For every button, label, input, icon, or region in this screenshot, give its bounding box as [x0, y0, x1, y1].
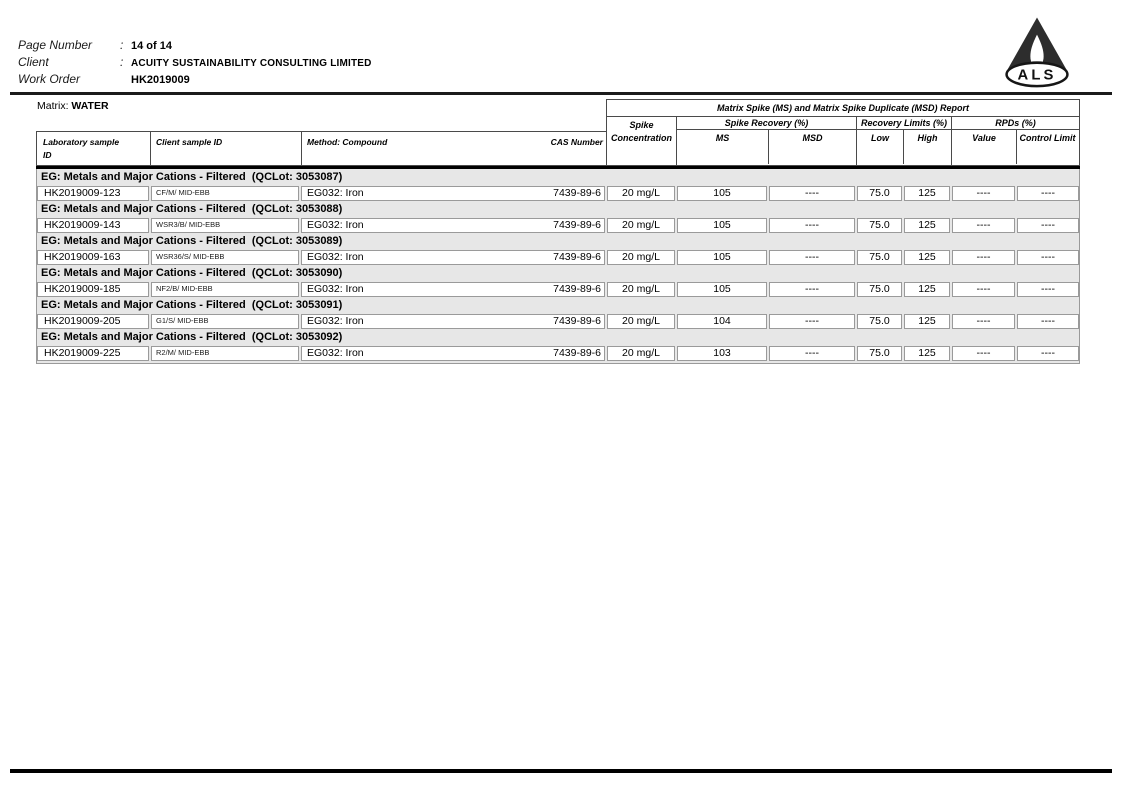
als-logo-icon — [998, 13, 1076, 89]
column-ms: MS — [677, 130, 769, 164]
high-limit-cell: 125 — [904, 346, 950, 361]
qc-results-table — [36, 169, 1080, 364]
column-method-compound — [302, 132, 606, 165]
method-compound-value: EG032: Iron — [307, 187, 364, 199]
column-group-recovery-limits — [857, 117, 952, 165]
client-sample-id-cell: CF/M/ MID-EBB — [151, 186, 299, 201]
client-sample-id-cell: G1/S/ MID-EBB — [151, 314, 299, 329]
client-value: ACUITY SUSTAINABILITY CONSULTING LIMITED — [131, 58, 372, 69]
cas-number-value: 7439-89-6 — [553, 251, 601, 263]
spike-recovery-subcolumns — [677, 130, 856, 164]
ms-recovery-cell: 105 — [677, 218, 767, 233]
method-compound-value: EG032: Iron — [307, 219, 364, 231]
matrix-value: WATER — [71, 100, 109, 112]
method-compound-cell — [301, 218, 605, 233]
low-limit-cell: 75.0 — [857, 314, 902, 329]
column-client-sample-id: Client sample ID — [151, 132, 302, 165]
low-limit-cell: 75.0 — [857, 186, 902, 201]
client-colon: : — [120, 55, 124, 69]
lab-sample-id-cell: HK2019009-205 — [37, 314, 149, 329]
column-group-spike-recovery — [677, 117, 857, 165]
qclot-group-header: EG: Metals and Major Cations - Filtered (QCLot: 3053090) — [41, 267, 343, 279]
cas-number-value: 7439-89-6 — [553, 283, 601, 295]
msd-recovery-cell: ---- — [769, 218, 855, 233]
page-number-row — [18, 38, 372, 55]
method-compound-header: Method: Compound — [307, 137, 388, 147]
spike-concentration-cell: 20 mg/L — [607, 218, 675, 233]
method-compound-value: EG032: Iron — [307, 315, 364, 327]
qclot-group-header: EG: Metals and Major Cations - Filtered (QCLot: 3053092) — [41, 331, 343, 343]
msd-recovery-cell: ---- — [769, 282, 855, 297]
lab-sample-id-cell: HK2019009-143 — [37, 218, 149, 233]
table-row — [37, 218, 1079, 233]
matrix-line — [37, 100, 109, 112]
qclot-group-header: EG: Metals and Major Cations - Filtered (QCLot: 3053088) — [41, 203, 343, 215]
ms-recovery-cell: 105 — [677, 186, 767, 201]
low-limit-cell: 75.0 — [857, 250, 902, 265]
report-title: Matrix Spike (MS) and Matrix Spike Duplicate (MSD) Report — [607, 100, 1079, 117]
page-footer-line — [10, 769, 1112, 773]
msd-recovery-cell: ---- — [769, 346, 855, 361]
table-row — [37, 186, 1079, 201]
rpd-value-cell: ---- — [952, 218, 1015, 233]
rpd-value-cell: ---- — [952, 250, 1015, 265]
qclot-group-header: EG: Metals and Major Cations - Filtered (QCLot: 3053089) — [41, 235, 343, 247]
lab-sample-id-cell: HK2019009-163 — [37, 250, 149, 265]
rpd-control-limit-cell: ---- — [1017, 314, 1079, 329]
spike-concentration-line1: Spike — [629, 120, 654, 130]
recovery-limits-subcolumns — [857, 130, 951, 164]
method-compound-value: EG032: Iron — [307, 283, 364, 295]
lab-id-header-line2: ID — [43, 150, 52, 160]
method-compound-cell — [301, 186, 605, 201]
table-row — [37, 314, 1079, 329]
msd-recovery-cell: ---- — [769, 186, 855, 201]
document-header — [18, 38, 372, 89]
ms-msd-report-header — [606, 99, 1080, 166]
report-header-columns — [607, 117, 1079, 165]
column-group-rpds — [952, 117, 1079, 165]
rpd-value-cell: ---- — [952, 346, 1015, 361]
column-control-limit: Control Limit — [1019, 133, 1076, 143]
recovery-limits-header: Recovery Limits (%) — [857, 117, 951, 130]
method-compound-cell — [301, 282, 605, 297]
logo-text: ALS — [1017, 67, 1057, 84]
column-high: High — [917, 133, 938, 143]
ms-recovery-cell: 103 — [677, 346, 767, 361]
method-compound-cell — [301, 250, 605, 265]
table-row — [37, 346, 1079, 361]
rpd-value-cell: ---- — [952, 282, 1015, 297]
high-limit-cell: 125 — [904, 218, 950, 233]
cas-number-value: 7439-89-6 — [553, 315, 601, 327]
header-divider-line — [10, 92, 1112, 95]
client-sample-id-cell: WSR36/S/ MID-EBB — [151, 250, 299, 265]
low-limit-cell: 75.0 — [857, 282, 902, 297]
rpd-control-limit-cell: ---- — [1017, 346, 1079, 361]
lab-sample-id-cell: HK2019009-225 — [37, 346, 149, 361]
rpd-control-limit-cell: ---- — [1017, 250, 1079, 265]
work-order-value: HK2019009 — [131, 74, 190, 86]
qclot-group-header: EG: Metals and Major Cations - Filtered (QCLot: 3053087) — [41, 171, 343, 183]
rpds-header: RPDs (%) — [952, 117, 1079, 130]
method-compound-value: EG032: Iron — [307, 251, 364, 263]
column-low: Low — [857, 130, 904, 164]
rpd-control-limit-cell: ---- — [1017, 282, 1079, 297]
ms-recovery-cell: 105 — [677, 282, 767, 297]
client-label: Client — [18, 55, 49, 69]
column-laboratory-sample-id — [37, 132, 151, 165]
low-limit-cell: 75.0 — [857, 346, 902, 361]
rpd-control-limit-cell: ---- — [1017, 218, 1079, 233]
cas-number-value: 7439-89-6 — [553, 187, 601, 199]
high-limit-cell: 125 — [904, 282, 950, 297]
column-value: Value — [952, 130, 1017, 164]
rpd-control-limit-cell: ---- — [1017, 186, 1079, 201]
matrix-label: Matrix: — [37, 100, 69, 112]
ms-recovery-cell: 104 — [677, 314, 767, 329]
cas-number-value: 7439-89-6 — [553, 219, 601, 231]
rpds-subcolumns — [952, 130, 1079, 164]
msd-recovery-cell: ---- — [769, 250, 855, 265]
sample-columns-header — [36, 131, 607, 166]
page-number-value: 14 of 14 — [131, 40, 172, 52]
work-order-row — [18, 72, 372, 89]
qclot-group-header: EG: Metals and Major Cations - Filtered (QCLot: 3053091) — [41, 299, 343, 311]
page-number-colon: : — [120, 38, 124, 52]
client-row — [18, 55, 372, 72]
high-limit-cell: 125 — [904, 186, 950, 201]
spike-concentration-cell: 20 mg/L — [607, 250, 675, 265]
cas-number-value: 7439-89-6 — [553, 347, 601, 359]
rpd-value-cell: ---- — [952, 314, 1015, 329]
high-limit-cell: 125 — [904, 250, 950, 265]
ms-recovery-cell: 105 — [677, 250, 767, 265]
spike-concentration-line2: Concentration — [610, 133, 672, 143]
msd-recovery-cell: ---- — [769, 314, 855, 329]
lab-id-header-line1: Laboratory sample — [43, 137, 120, 147]
client-sample-id-cell: WSR3/B/ MID-EBB — [151, 218, 299, 233]
page-number-label: Page Number — [18, 38, 93, 52]
rpd-value-cell: ---- — [952, 186, 1015, 201]
method-compound-value: EG032: Iron — [307, 347, 364, 359]
work-order-label: Work Order — [18, 72, 81, 86]
method-compound-cell — [301, 346, 605, 361]
spike-concentration-cell: 20 mg/L — [607, 282, 675, 297]
column-spike-concentration — [607, 117, 677, 165]
column-msd: MSD — [802, 133, 823, 143]
cas-number-header: CAS Number — [550, 137, 603, 147]
client-sample-id-cell: R2/M/ MID-EBB — [151, 346, 299, 361]
table-row — [37, 250, 1079, 265]
client-sample-id-cell: NF2/B/ MID-EBB — [151, 282, 299, 297]
high-limit-cell: 125 — [904, 314, 950, 329]
low-limit-cell: 75.0 — [857, 218, 902, 233]
spike-concentration-cell: 20 mg/L — [607, 186, 675, 201]
spike-recovery-header: Spike Recovery (%) — [677, 117, 856, 130]
spike-concentration-cell: 20 mg/L — [607, 314, 675, 329]
lab-sample-id-cell: HK2019009-185 — [37, 282, 149, 297]
method-compound-cell — [301, 314, 605, 329]
spike-concentration-cell: 20 mg/L — [607, 346, 675, 361]
table-row — [37, 282, 1079, 297]
lab-sample-id-cell: HK2019009-123 — [37, 186, 149, 201]
